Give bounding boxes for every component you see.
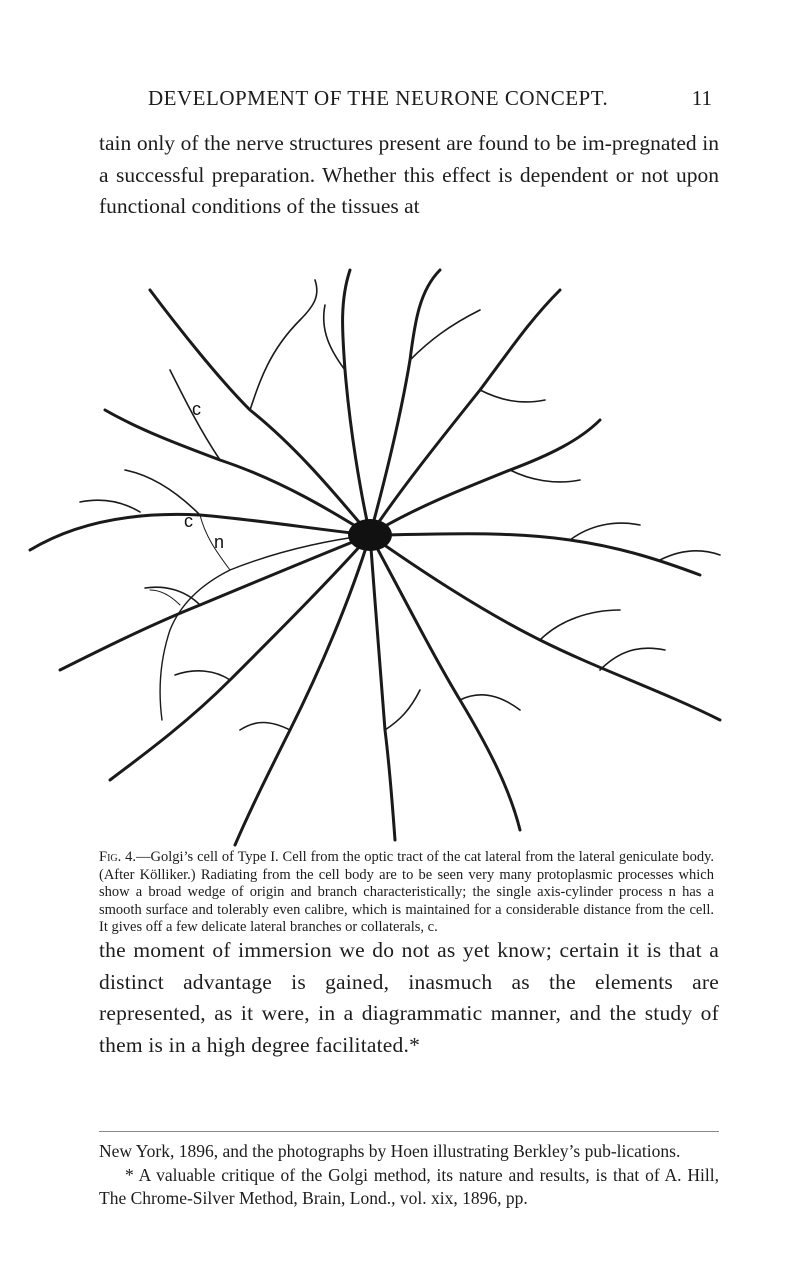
caption-text: —Golgi’s cell of Type I. Cell from the optic tract of the cat lateral from the lateral geniculate body. (After Kölliker.) Radiating from the cell body are to be seen very many protoplasmic processes which show a broad wedge of origin and branch characteristically; the single axis-cylinder process n has a smooth surface and tolerably even calibre, which is maintained for a considerable distance from the cell. It gives off a few delicate lateral branches or collaterals, c. — [99, 849, 714, 935]
footnote-continued: New York, 1896, and the photographs by Hoen illustrating Berkley’s pub-lications. — [99, 1141, 681, 1161]
golgi-cell-drawing — [0, 250, 800, 850]
figure-caption — [99, 849, 714, 937]
dendrite-trunks — [30, 270, 720, 845]
footnotes — [99, 1140, 719, 1211]
cell-body — [348, 519, 392, 551]
axis-cylinder — [160, 535, 370, 720]
caption-label: Fig. 4. — [99, 849, 136, 865]
footnote-rule — [99, 1131, 719, 1132]
label-n: n — [214, 532, 225, 552]
footnote-star: * A valuable critique of the Golgi method, its nature and results, is that of A. Hill, The Chrome-Silver Method, Brain, Lond., vol. xix, 1896, pp. — [99, 1164, 719, 1208]
label-c-upper: c — [192, 399, 201, 419]
running-title: DEVELOPMENT OF THE NEURONE CONCEPT. — [148, 86, 609, 110]
body-paragraph-bottom: the moment of immersion we do not as yet know; certain it is that a distinct advantage is gained, inasmuch as the elements are represented, as it were, in a diagrammatic manner, and the study of them is in a high degree facilitated.* — [99, 938, 719, 1057]
body-paragraph-top: tain only of the nerve structures present are found to be im-pregnated in a successful preparation. Whether this effect is dependent or not upon functional conditions of the tissues at — [99, 131, 719, 218]
neuron-figure — [0, 250, 800, 850]
label-c-lower: c — [184, 511, 193, 531]
page-number: 11 — [691, 86, 712, 110]
page-header — [40, 86, 760, 118]
collateral-lower — [150, 590, 180, 605]
dendrite-branches — [80, 280, 720, 730]
